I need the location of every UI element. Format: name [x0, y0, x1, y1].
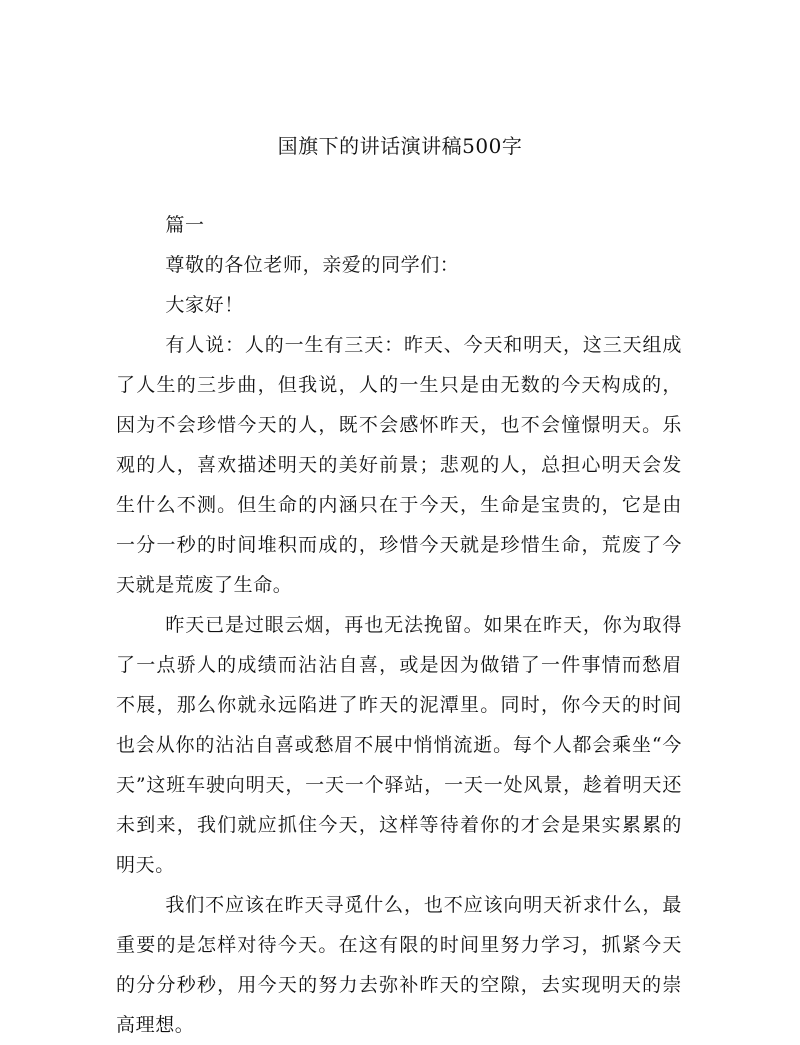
document-title: 国旗下的讲话演讲稿500字 — [277, 134, 523, 158]
body-paragraph: 昨天已是过眼云烟，再也无法挽留。如果在昨天，你为取得了一点骄人的成绩而沾沾自喜，或是因为做错了一件事情而愁眉不展，那么你就永远陷进了昨天的泥潭里。同时，你今天的时间也会从你的沾沾自喜或愁眉不展中悄悄流逝。每个人都会乘坐“今天”这班车驶向明天，一天一个驿站，一天一处风景，趁着明天还未到来，我们就应抓住今天，这样等待着你的才会是果实累累的明天。 — [116, 614, 682, 876]
section-heading: 篇一 — [165, 214, 205, 236]
greeting: 大家好！ — [165, 294, 244, 316]
document-body — [116, 205, 682, 1045]
salutation: 尊敬的各位老师，亲爱的同学们： — [165, 254, 460, 276]
body-paragraph: 有人说：人的一生有三天：昨天、今天和明天，这三天组成了人生的三步曲，但我说，人的一生只是由无数的今天构成的，因为不会珍惜今天的人，既不会感怀昨天，也不会憧憬明天。乐观的人，喜欢描述明天的美好前景；悲观的人，总担心明天会发生什么不测。但生命的内涵只在于今天，生命是宝贵的，它是由一分一秒的时间堆积而成的，珍惜今天就是珍惜生命，荒废了今天就是荒废了生命。 — [116, 334, 682, 596]
body-paragraph: 我们不应该在昨天寻觅什么，也不应该向明天祈求什么，最重要的是怎样对待今天。在这有限的时间里努力学习，抓紧今天的分分秒秒，用今天的努力去弥补昨天的空隙，去实现明天的崇高理想。 — [116, 894, 682, 1036]
